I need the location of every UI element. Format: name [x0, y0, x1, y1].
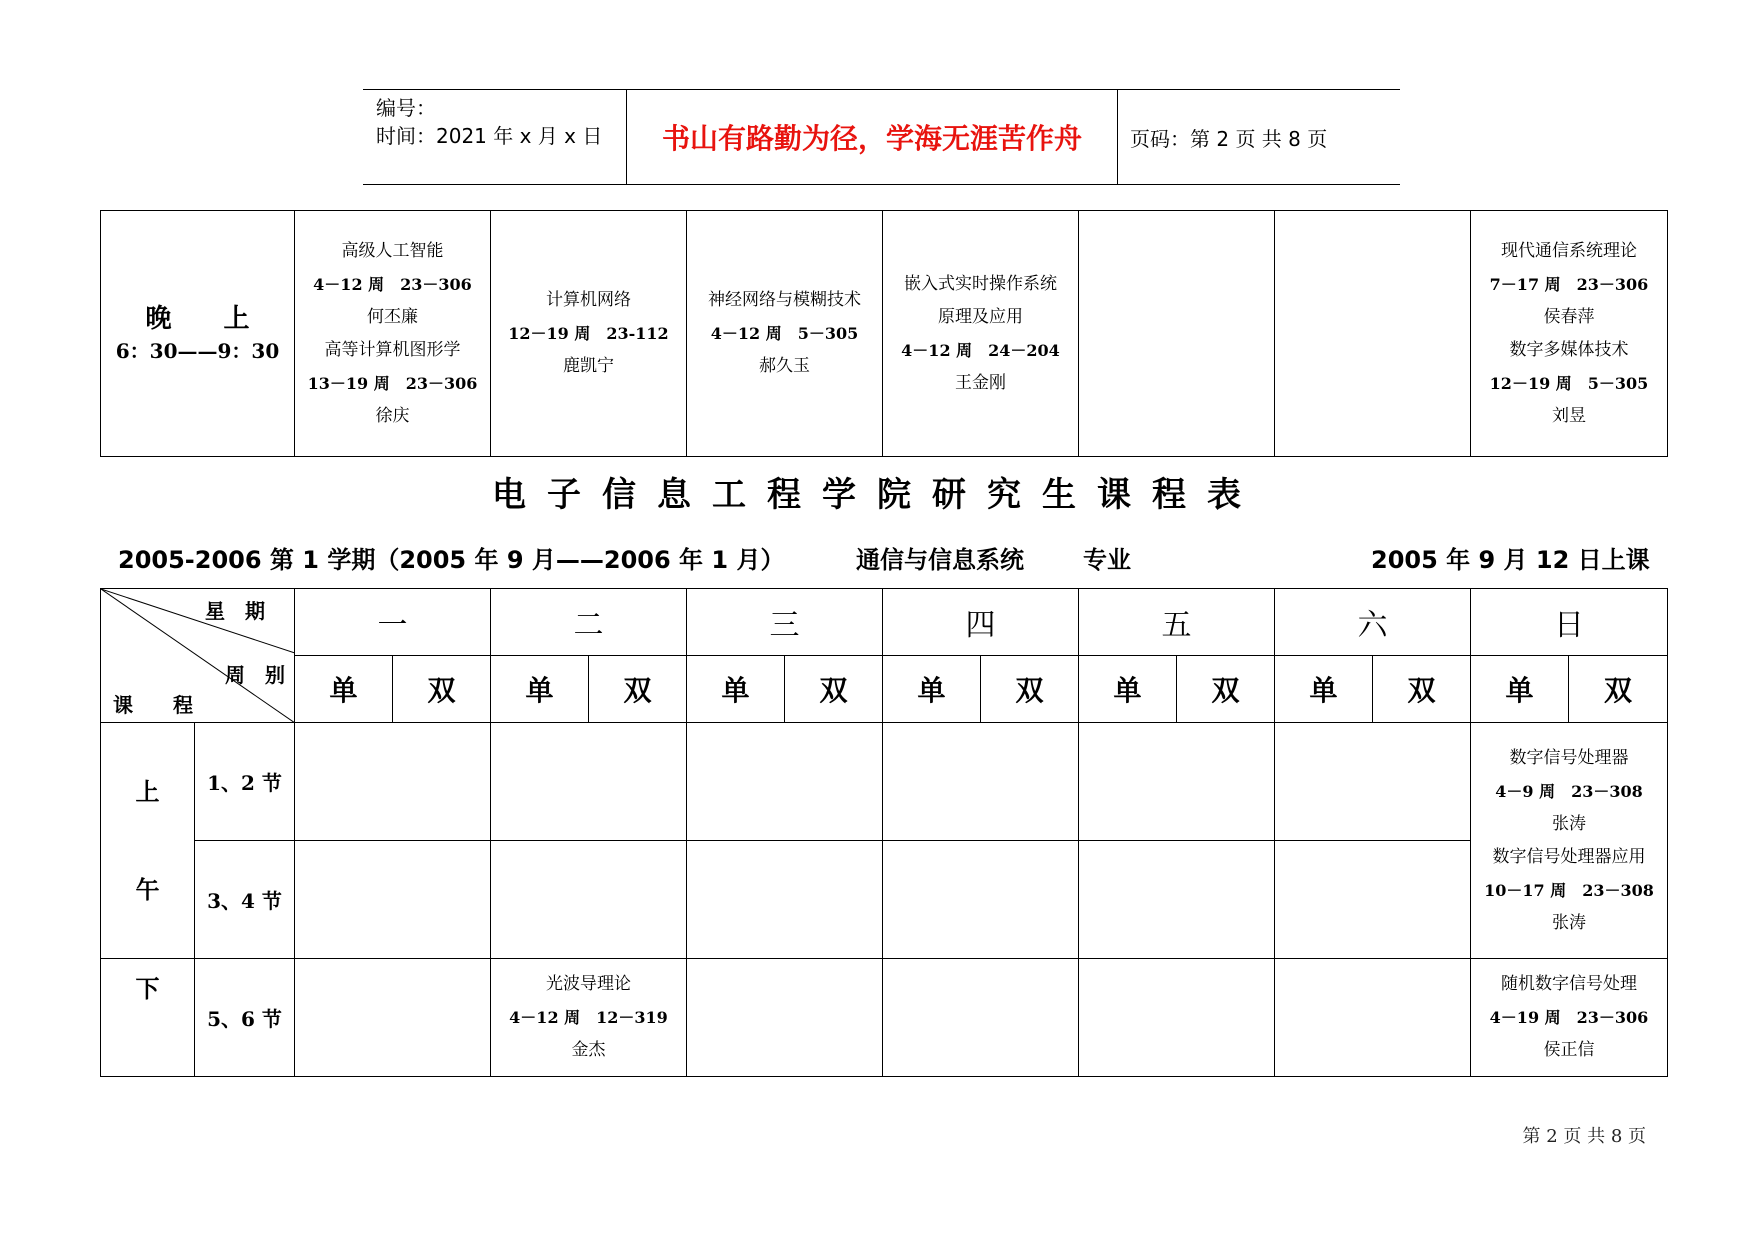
course-name: 计算机网络: [546, 290, 631, 310]
period-3-4: 3、4 节: [195, 841, 295, 959]
day-fri: 五: [1079, 589, 1275, 656]
evening-time: 6：30——9：30: [115, 338, 280, 363]
evening-tue-cell: [491, 211, 687, 457]
course-weeks: 4－19 周 23－306: [1489, 1008, 1649, 1027]
course-weeks: 4－12 周 23－306: [313, 274, 472, 294]
day-sun: 日: [1471, 589, 1668, 656]
am-sat-cell: [1275, 723, 1471, 841]
day-wed: 三: [687, 589, 883, 656]
am-wed-cell: [687, 723, 883, 841]
single-week: 单: [295, 656, 393, 723]
am2-mon-cell: [295, 841, 491, 959]
course-teacher: 张涛: [1552, 813, 1586, 834]
course-teacher: 鹿凯宁: [563, 356, 614, 376]
course-weeks: 12－19 周 5－305: [1489, 373, 1649, 393]
course-name: 现代通信系统理论: [1501, 240, 1637, 261]
single-week: 单: [1275, 656, 1373, 723]
course-weeks: 4－12 周 24－204: [901, 340, 1060, 360]
major-suffix: 专业: [1083, 546, 1131, 574]
am-mon-cell: [295, 723, 491, 841]
course-name: 数字信号处理器应用: [1492, 846, 1646, 867]
course-name: 嵌入式实时操作系统: [904, 273, 1057, 294]
course-teacher: 张涛: [1552, 912, 1586, 933]
course-name: 高等计算机图形学: [324, 339, 461, 360]
am-sun-cell: [1471, 723, 1668, 959]
pm-sat-cell: [1275, 959, 1471, 1077]
course-name: 数字信号处理器: [1509, 747, 1629, 768]
am-fri-cell: [1079, 723, 1275, 841]
course-weeks: 13－19 周 23－306: [307, 373, 478, 393]
afternoon-top: 下: [135, 974, 160, 1003]
course-teacher: 侯正信: [1543, 1040, 1595, 1060]
course-teacher: 郝久玉: [759, 356, 810, 376]
course-weeks: 4－12 周 5－305: [710, 324, 859, 343]
day-mon: 一: [295, 589, 491, 656]
evening-wed-cell: [687, 211, 883, 457]
evening-fri-cell: [1079, 211, 1275, 457]
morning-label: [101, 723, 195, 959]
course-weeks: 12－19 周 23-112: [508, 324, 669, 343]
evening-label-cell: [101, 211, 295, 457]
pm-sun-cell: [1471, 959, 1668, 1077]
pm-mon-cell: [295, 959, 491, 1077]
start-date: 2005 年 9 月 12 日上课: [1371, 546, 1650, 574]
pm-thu-cell: [883, 959, 1079, 1077]
morning-bottom: 午: [135, 874, 160, 904]
double-week: 双: [1177, 656, 1275, 723]
am2-fri-cell: [1079, 841, 1275, 959]
course-weeks: 4－9 周 23－308: [1495, 781, 1643, 801]
single-week: 单: [687, 656, 785, 723]
course-weeks: 4－12 周 12－319: [509, 1008, 668, 1027]
morning-top: 上: [135, 776, 160, 806]
corner-course-label: 课 程: [113, 693, 193, 717]
pm-wed-cell: [687, 959, 883, 1077]
course-weeks: 7－17 周 23－306: [1489, 274, 1649, 294]
course-name: 高级人工智能: [341, 240, 444, 261]
course-weeks: 10－17 周 23－308: [1484, 880, 1654, 900]
corner-week-label: 星 期: [205, 599, 265, 623]
am-tue-cell: [491, 723, 687, 841]
number-label: 编号：: [376, 96, 436, 120]
course-teacher: 徐庆: [375, 405, 410, 426]
double-week: 双: [393, 656, 491, 723]
evening-sat-cell: [1275, 211, 1471, 457]
course-name-cont: 原理及应用: [938, 306, 1023, 327]
evening-sun-cell: [1471, 211, 1668, 457]
day-sat: 六: [1275, 589, 1471, 656]
double-week: 双: [981, 656, 1079, 723]
time-label: 时间：2021 年 x 月 x 日: [376, 124, 603, 148]
corner-kind-label: 周 别: [225, 663, 285, 687]
course-name: 数字多媒体技术: [1509, 339, 1629, 360]
course-name: 光波导理论: [546, 974, 631, 994]
pm-fri-cell: [1079, 959, 1275, 1077]
course-name: 随机数字信号处理: [1501, 974, 1637, 994]
double-week: 双: [589, 656, 687, 723]
header-meta: [363, 90, 627, 184]
course-teacher: 何丕廉: [367, 306, 418, 327]
single-week: 单: [883, 656, 981, 723]
double-week: 双: [1569, 656, 1668, 723]
course-teacher: 金杰: [571, 1040, 606, 1060]
course-teacher: 王金刚: [955, 372, 1006, 393]
semester-info: 2005-2006 第 1 学期（2005 年 9 月——2006 年 1 月）: [118, 546, 785, 574]
am2-tue-cell: [491, 841, 687, 959]
day-thu: 四: [883, 589, 1079, 656]
day-tue: 二: [491, 589, 687, 656]
am-thu-cell: [883, 723, 1079, 841]
period-1-2: 1、2 节: [195, 723, 295, 841]
course-teacher: 侯春萍: [1543, 306, 1595, 327]
evening-label: 晚 上: [145, 303, 250, 334]
single-week: 单: [1471, 656, 1569, 723]
pm-tue-cell: [491, 959, 687, 1077]
single-week: 单: [1079, 656, 1177, 723]
evening-mon-cell: [295, 211, 491, 457]
am2-thu-cell: [883, 841, 1079, 959]
page-title: 电子信息工程学院研究生课程表: [492, 475, 1262, 515]
am2-sat-cell: [1275, 841, 1471, 959]
period-5-6: 5、6 节: [195, 959, 295, 1077]
course-name: 神经网络与模糊技术: [708, 290, 861, 310]
evening-thu-cell: [883, 211, 1079, 457]
am2-wed-cell: [687, 841, 883, 959]
page-label: 页码：第 2 页 共 8 页: [1130, 126, 1328, 151]
double-week: 双: [1373, 656, 1471, 723]
page-footer: 第 2 页 共 8 页: [1522, 1126, 1646, 1147]
corner-cell: [101, 589, 295, 723]
single-week: 单: [491, 656, 589, 723]
double-week: 双: [785, 656, 883, 723]
course-teacher: 刘昱: [1552, 405, 1586, 426]
major-name: 通信与信息系统: [856, 546, 1024, 574]
afternoon-label: [101, 959, 195, 1077]
slogan: 书山有路勤为径，学海无涯苦作舟: [627, 90, 1118, 184]
schedule-table: [100, 588, 1668, 1077]
evening-table: [100, 210, 1668, 457]
page-header: [363, 89, 1400, 185]
